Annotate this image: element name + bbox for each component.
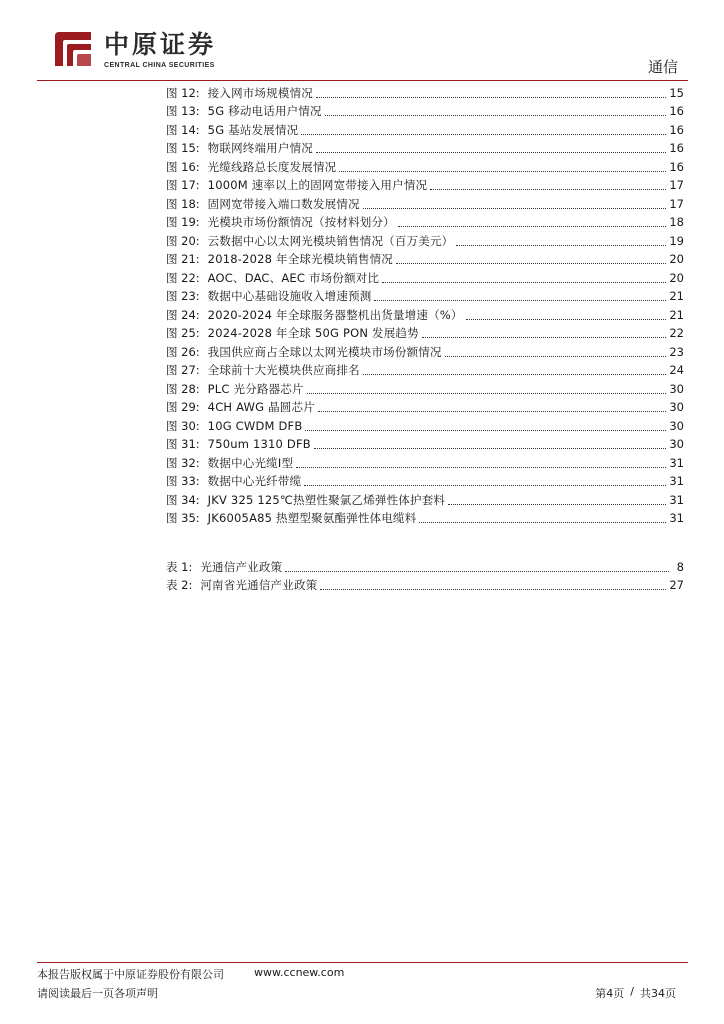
figure-entry[interactable] <box>166 378 684 397</box>
entry-label: 图 12: <box>166 85 200 100</box>
entry-leader-dots <box>318 410 666 412</box>
entry-label: 图 17: <box>166 178 200 193</box>
entry-page-number: 16 <box>669 159 684 174</box>
entry-title: JKV 325 125℃热塑性聚氯乙烯弹性体护套料 <box>207 492 446 507</box>
entry-title: 2024-2028 年全球 50G PON 发展趋势 <box>207 326 419 341</box>
page-total: 共34页 <box>640 987 676 1000</box>
entry-page-number: 21 <box>669 289 684 304</box>
entry-title: 光通信产业政策 <box>200 559 283 574</box>
entry-label: 图 14: <box>166 122 200 137</box>
figure-entry[interactable] <box>166 397 684 416</box>
figure-entry[interactable] <box>166 323 684 342</box>
entry-page-number: 17 <box>669 196 684 211</box>
entry-leader-dots <box>398 225 666 227</box>
figure-entry[interactable] <box>166 212 684 231</box>
entry-page-number: 15 <box>669 85 684 100</box>
section-title: 通信 <box>647 58 678 76</box>
entry-page-number: 23 <box>669 344 684 359</box>
header-divider <box>37 80 688 81</box>
entry-title: 全球前十大光模块供应商排名 <box>207 363 360 378</box>
figure-entry[interactable] <box>166 138 684 157</box>
entry-page-number: 27 <box>669 578 684 593</box>
entry-label: 图 25: <box>166 326 200 341</box>
entry-page-number: 16 <box>669 122 684 137</box>
entry-label: 图 32: <box>166 455 200 470</box>
entry-page-number: 21 <box>669 307 684 322</box>
entry-page-number: 19 <box>669 233 684 248</box>
figure-entry[interactable] <box>166 193 684 212</box>
entry-title: PLC 光分路器芯片 <box>207 381 304 396</box>
entry-page-number: 30 <box>669 418 684 433</box>
entry-page-number: 16 <box>669 104 684 119</box>
entry-title: 接入网市场规模情况 <box>207 85 313 100</box>
brand-logo-icon <box>51 30 97 70</box>
entry-title: 数据中心光缆Ⅰ型 <box>207 455 294 470</box>
entry-label: 图 33: <box>166 474 200 489</box>
entry-title: 10G CWDM DFB <box>207 418 303 433</box>
entry-label: 图 26: <box>166 344 200 359</box>
entry-label: 表 2: <box>166 578 193 593</box>
entry-leader-dots <box>363 373 667 375</box>
entry-label: 图 28: <box>166 381 200 396</box>
entry-page-number: 20 <box>669 252 684 267</box>
page-current: 第4页 <box>595 987 625 1000</box>
entry-label: 图 35: <box>166 511 200 526</box>
figure-entry[interactable] <box>166 230 684 249</box>
figure-entry[interactable] <box>166 508 684 527</box>
entry-leader-dots <box>305 429 666 431</box>
entry-page-number: 22 <box>669 326 684 341</box>
table-entry[interactable] <box>166 575 684 594</box>
entry-label: 图 29: <box>166 400 200 415</box>
entry-label: 图 16: <box>166 159 200 174</box>
entry-label: 图 22: <box>166 270 200 285</box>
entry-title: 5G 移动电话用户情况 <box>207 104 322 119</box>
entry-title: 数据中心光纤带缆 <box>207 474 302 489</box>
figure-entry[interactable] <box>166 156 684 175</box>
figure-entry[interactable] <box>166 82 684 101</box>
figure-entry[interactable] <box>166 249 684 268</box>
entry-page-number: 17 <box>669 178 684 193</box>
brand-name-cn: 中原证券 <box>104 30 217 59</box>
entry-label: 图 20: <box>166 233 200 248</box>
entry-leader-dots <box>422 336 667 338</box>
figure-entry[interactable] <box>166 267 684 286</box>
table-entry[interactable] <box>166 556 684 575</box>
entry-page-number: 20 <box>669 270 684 285</box>
entry-title: 光模块市场份额情况（按材料划分） <box>207 215 395 230</box>
page-separator: / <box>630 985 634 998</box>
entry-leader-dots <box>314 447 667 449</box>
figure-entry[interactable] <box>166 434 684 453</box>
entry-leader-dots <box>396 262 666 264</box>
entry-leader-dots <box>296 466 666 468</box>
table-list <box>166 556 684 593</box>
entry-label: 图 31: <box>166 437 200 452</box>
entry-title: 光缆线路总长度发展情况 <box>207 159 337 174</box>
entry-label: 图 18: <box>166 196 200 211</box>
figure-entry[interactable] <box>166 415 684 434</box>
entry-leader-dots <box>374 299 666 301</box>
entry-title: 1000M 速率以上的固网宽带接入用户情况 <box>207 178 428 193</box>
entry-leader-dots <box>430 188 666 190</box>
entry-leader-dots <box>304 484 666 486</box>
entry-title: 河南省光通信产业政策 <box>200 578 318 593</box>
entry-leader-dots <box>445 355 667 357</box>
figure-entry[interactable] <box>166 471 684 490</box>
footer-disclaimer: 请阅读最后一页各项声明 <box>37 987 158 1000</box>
figure-entry[interactable] <box>166 286 684 305</box>
entry-title: JK6005A85 热塑型聚氨酯弹性体电缆料 <box>207 511 417 526</box>
figure-entry[interactable] <box>166 101 684 120</box>
entry-title: 5G 基站发展情况 <box>207 122 299 137</box>
entry-title: 4CH AWG 晶圆芯片 <box>207 400 315 415</box>
figure-entry[interactable] <box>166 119 684 138</box>
entry-leader-dots <box>466 318 667 320</box>
entry-page-number: 30 <box>669 381 684 396</box>
entry-leader-dots <box>307 392 667 394</box>
entry-title: AOC、DAC、AEC 市场份额对比 <box>207 270 380 285</box>
entry-leader-dots <box>419 521 666 523</box>
entry-page-number: 30 <box>669 400 684 415</box>
entry-label: 图 30: <box>166 418 200 433</box>
figure-entry[interactable] <box>166 175 684 194</box>
entry-title: 云数据中心以太网光模块销售情况（百万美元） <box>207 233 454 248</box>
entry-leader-dots <box>363 207 667 209</box>
entry-title: 我国供应商占全球以太网光模块市场份额情况 <box>207 344 442 359</box>
entry-label: 图 21: <box>166 252 200 267</box>
entry-label: 图 27: <box>166 363 200 378</box>
page-indicator <box>595 985 676 1001</box>
brand-name-en: CENTRAL CHINA SECURITIES <box>104 62 215 69</box>
figure-entry[interactable] <box>166 360 684 379</box>
entry-leader-dots <box>456 244 666 246</box>
entry-leader-dots <box>325 114 667 116</box>
entry-title: 数据中心基础设施收入增速预测 <box>207 289 372 304</box>
entry-leader-dots <box>382 281 666 283</box>
entry-label: 图 15: <box>166 141 200 156</box>
entry-leader-dots <box>316 96 666 98</box>
figure-entry[interactable] <box>166 341 684 360</box>
footer-copyright: 本报告版权属于中原证券股份有限公司 <box>37 968 224 981</box>
footer-divider <box>37 962 688 963</box>
entry-leader-dots <box>301 133 666 135</box>
figure-entry[interactable] <box>166 452 684 471</box>
entry-title: 物联网终端用户情况 <box>207 141 313 156</box>
figure-entry[interactable] <box>166 489 684 508</box>
entry-page-number: 31 <box>669 455 684 470</box>
entry-page-number: 31 <box>669 474 684 489</box>
entry-page-number: 18 <box>669 215 684 230</box>
entry-page-number: 24 <box>669 363 684 378</box>
entry-leader-dots <box>448 503 666 505</box>
entry-leader-dots <box>320 588 666 590</box>
footer-website-link[interactable]: www.ccnew.com <box>254 966 345 979</box>
entry-title: 2020-2024 年全球服务器整机出货量增速（%） <box>207 307 463 322</box>
entry-leader-dots <box>339 170 666 172</box>
entry-label: 图 34: <box>166 492 200 507</box>
entry-label: 表 1: <box>166 559 193 574</box>
entry-label: 图 24: <box>166 307 200 322</box>
entry-page-number: 8 <box>676 559 684 574</box>
entry-title: 固网宽带接入端口数发展情况 <box>207 196 360 211</box>
entry-title: 750um 1310 DFB <box>207 437 311 452</box>
entry-page-number: 31 <box>669 511 684 526</box>
entry-label: 图 23: <box>166 289 200 304</box>
figure-entry[interactable] <box>166 304 684 323</box>
figure-list <box>166 82 684 526</box>
entry-label: 图 13: <box>166 104 200 119</box>
entry-leader-dots <box>316 151 666 153</box>
entry-page-number: 30 <box>669 437 684 452</box>
entry-page-number: 31 <box>669 492 684 507</box>
entry-page-number: 16 <box>669 141 684 156</box>
entry-label: 图 19: <box>166 215 200 230</box>
entry-title: 2018-2028 年全球光模块销售情况 <box>207 252 394 267</box>
entry-leader-dots <box>285 570 669 572</box>
